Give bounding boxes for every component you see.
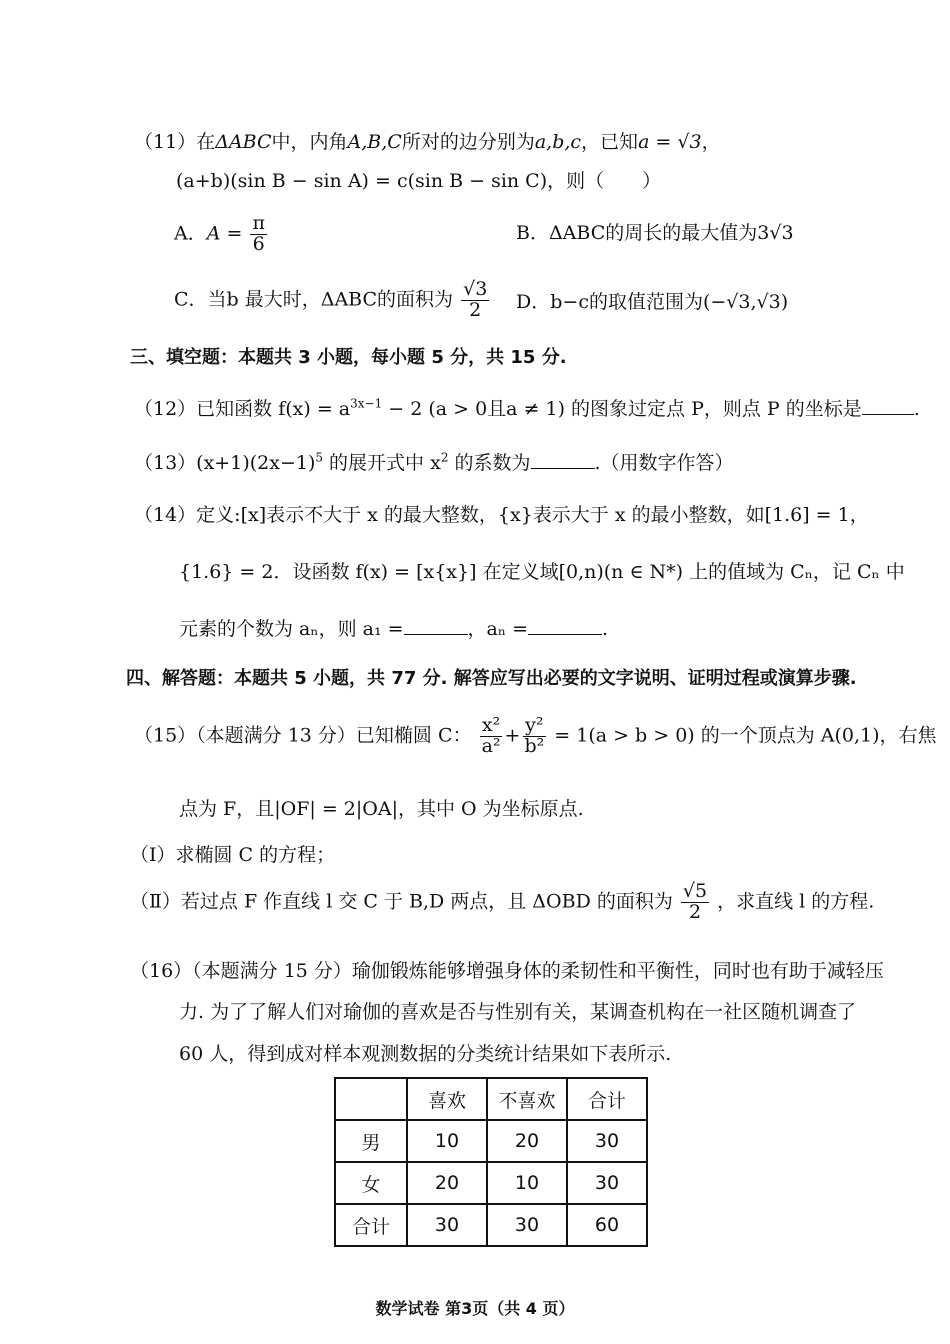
table-cell: 30 [567,1162,647,1204]
q15-part2: （Ⅱ）若过点 F 作直线 l 交 C 于 B,D 两点，且 ΔOBD 的面积为 $\frac{√5}{2}$ ，求直线 l 的方程. [130,880,875,923]
table-row [335,1120,647,1162]
q11-option-b: B．ΔABC的周长的最大值为3√3 [516,222,794,244]
table-cell: 男 [335,1120,407,1162]
q14-line2: {1.6} = 2．设函数 f(x) = [x{x}] 在定义域[0,n)(n ∈ N*) 上的值域为 Cₙ，记 Cₙ 中 [179,561,905,583]
table-cell: 20 [487,1120,567,1162]
q11-option-d: D．b−c的取值范围为(−√3,√3) [516,291,789,313]
survey-table [334,1077,648,1247]
q12-text: （12）已知函数 $f(x) = a^{3x-1} - 2$ (a > 0且a ≠ 1) 的图象过定点 P，则点 P 的坐标是 . [134,396,920,420]
table-cell: 20 [407,1162,487,1204]
table-row [335,1162,647,1204]
q14-line1: （14）定义:[x]表示不大于 x 的最大整数，{x}表示大于 x 的最小整数，如[1.6] = 1， [134,504,869,526]
q15-part2-fraction: $\frac{√5}{2}$ [682,880,708,923]
q16-line1: （16）（本题满分 15 分）瑜伽锻炼能够增强身体的柔韧性和平衡性，同时也有助于减轻压 [130,960,884,982]
table-cell: 30 [567,1120,647,1162]
q11-option-c: C．当b 最大时，ΔABC的面积为 $\frac{√3}{2}$ [174,278,488,321]
q11-option-a-fraction: $\frac{\pi}{6}$ [252,212,265,255]
q16-line2: 力. 为了了解人们对瑜伽的喜欢是否与性别有关，某调查机构在一社区随机调查了 [179,1001,857,1023]
q13-text: $(13)(x+1)(2x-1)^5$ 的展开式中 $x^2$ 的系数为 .（用数字作答） [134,450,734,474]
q13-answer-blank[interactable] [531,450,595,469]
table-cell: 10 [407,1120,487,1162]
q15-stem-line2: 点为 F，且|OF| = 2|OA|，其中 O 为坐标原点. [179,798,584,820]
table-row [335,1204,647,1246]
q11-stem-line2: (a+b)(sin B − sin A) = c(sin B − sin C)，则（ ） [176,170,662,192]
q14-an-blank[interactable] [528,616,602,635]
table-header-cell [335,1078,407,1120]
table-cell: 10 [487,1162,567,1204]
q15-part1: （Ⅰ）求椭圆 C 的方程； [130,844,336,866]
q16-line3: 60 人，得到成对样本观测数据的分类统计结果如下表所示. [179,1043,672,1065]
q11-option-c-fraction: $\frac{√3}{2}$ [463,278,488,321]
q12-answer-blank[interactable] [862,396,914,415]
q15-fraction-y: $\frac{\text{y²}}{\text{b²}}$ [524,714,545,757]
q15-stem-line1: （15）（本题满分 13 分）已知椭圆 C： $\frac{\text{x²}}{\text{a²}}$ + $\frac{\text{y²}}{\text{b²}}$ = 1(a > b > 0) 的一个顶点为 A(0,1)，右焦 [134,714,937,757]
table-cell: 60 [567,1204,647,1246]
table-header-cell: 合计 [567,1078,647,1120]
table-header-cell: 不喜欢 [487,1078,567,1120]
q15-fraction-x: $\frac{\text{x²}}{\text{a²}}$ [481,714,501,757]
section-4-heading: 四、解答题：本题共 5 小题，共 77 分. 解答应写出必要的文字说明、证明过程或演算步骤. [126,668,857,689]
table-header-cell: 喜欢 [407,1078,487,1120]
q11-stem-line1: （11）在ΔABC中，内角A,B,C所对的边分别为a,b,c，已知a = √3， [134,131,721,153]
table-cell: 女 [335,1162,407,1204]
page-footer: 数学试卷 第3页（共 4 页） [375,1299,575,1318]
table-cell: 合计 [335,1204,407,1246]
table-cell: 30 [487,1204,567,1246]
table-header-row [335,1078,647,1120]
table-cell: 30 [407,1204,487,1246]
q14-line3: 元素的个数为 aₙ，则 a₁ = ，aₙ = . [179,618,609,640]
section-3-heading: 三、填空题：本题共 3 小题，每小题 5 分，共 15 分. [130,347,567,368]
q14-a1-blank[interactable] [404,616,468,635]
q11-option-a: A．A = $\frac{\pi}{6}$ [174,212,265,255]
